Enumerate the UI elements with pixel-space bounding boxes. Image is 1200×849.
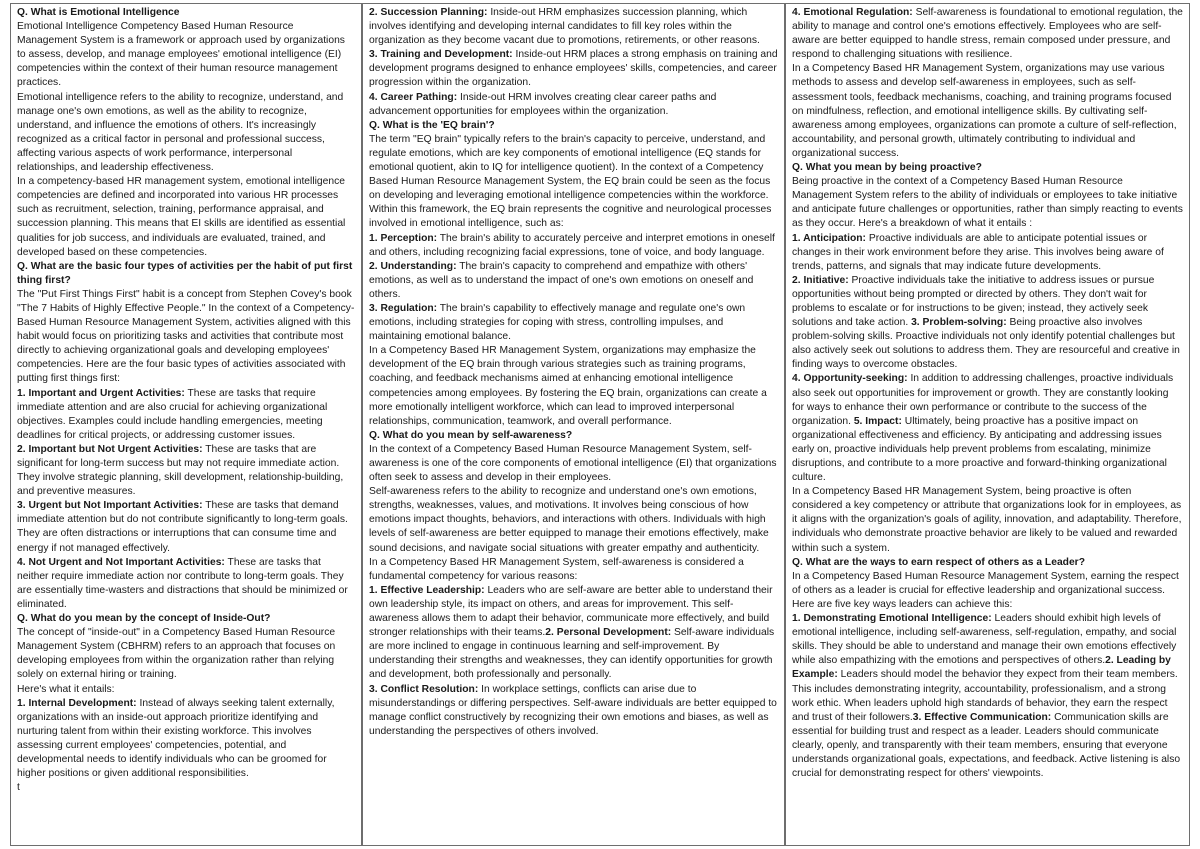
point-label: 2. Personal Development: — [545, 627, 672, 639]
point-text: Self-awareness is foundational to emotional regulation, the ability to manage and control one's emotions effectively. Employees who are self-aware are better equipped to handle stress, remain composed under pressure, and respond to challenging situations with resilience. — [792, 7, 1183, 61]
point-label: 2. Leading by Example: — [792, 655, 1171, 681]
point-text: These are tasks that demand immediate attention but do not contribute significantly to long-term goals. They are often distractions or interruptions that can consume time and energy if not managed effectively. — [17, 500, 348, 554]
body-paragraph — [369, 91, 778, 119]
question-heading: Q. What do you mean by the concept of Inside-Out? — [17, 613, 271, 625]
point-text: t — [17, 782, 20, 794]
point-text: In a competency-based HR management system, emotional intelligence competencies are defined and incorporated into various HR processes such as recruitment, selection, training, performance appraisal, and succession planning. This means that EI skills are identified as essential qualities for job success, and individuals are evaluated, trained, and developed based on these competencies. — [17, 176, 346, 258]
point-text: Leaders should model the behavior they expect from their team members. This includes demonstrating integrity, accountability, professionalism, and a strong work ethic. When leaders uphold high standards of behavior, they earn the respect and trust of their followers. — [792, 669, 1178, 723]
point-label: 1. Demonstrating Emotional Intelligence: — [792, 613, 992, 625]
point-text: In the context of a Competency Based Human Resource Management System, self-awareness is one of the core components of emotional intelligence (EI) that organizations often seek to assess and develop in their employees. — [369, 443, 777, 484]
point-label: 4. Career Pathing: — [369, 91, 458, 103]
body-paragraph — [369, 203, 778, 231]
body-paragraph — [369, 232, 778, 260]
point-label: 3. Problem-solving: — [911, 317, 1007, 329]
point-label: 4. Emotional Regulation: — [792, 7, 913, 18]
text-column-3 — [785, 3, 1190, 846]
question-heading: Q. What is Emotional Intelligence — [17, 7, 180, 18]
body-paragraph — [369, 48, 778, 90]
point-text: Here's what it entails: — [17, 683, 115, 695]
point-label: 3. Training and Development: — [369, 49, 513, 61]
point-text: Being proactive also involves problem-solving skills. Proactive individuals not only identify potential challenges but also actively seek out solutions to address them. They are resourceful and creative in finding ways to overcome obstacles. — [792, 317, 1180, 371]
body-paragraph — [369, 443, 778, 485]
body-paragraph — [369, 302, 778, 344]
point-text: The brain's ability to accurately perceive and interpret emotions in oneself and others, including recognizing facial expressions, tone of voice, and body language. — [369, 232, 775, 258]
body-paragraph — [369, 344, 778, 429]
point-text: Emotional intelligence refers to the ability to recognize, understand, and manage one's own emotions, as well as the ability to recognize, understand, and influence the emotions of others. It's increasingly recognized as a critical factor in personal and professional success, affecting various aspects of work performance, interpersonal relationships, and leadership effectiveness. — [17, 91, 344, 174]
body-paragraph — [369, 133, 778, 203]
body-paragraph — [17, 387, 355, 443]
point-label: 1. Perception: — [369, 232, 438, 244]
point-text: Self-awareness refers to the ability to recognize and understand one's own emotions, strengths, weaknesses, values, and motivations. It involves being conscious of how emotions impact thoughts, behaviors, and interactions with others. Individuals with high levels of self-awareness are better equipped to manage their emotions effectively, make sound decisions, and navigate social situations with greater empathy and authenticity. — [369, 486, 769, 554]
point-label: 2. Initiative: — [792, 274, 849, 286]
body-paragraph — [792, 612, 1183, 781]
point-label: 3. Regulation: — [369, 302, 438, 314]
point-text: The brain's capability to effectively manage and regulate one's own emotions, including strategies for coping with stress, controlling impulses, and maintaining emotional balance. — [369, 302, 746, 343]
body-paragraph — [369, 584, 778, 683]
body-paragraph — [792, 232, 1183, 274]
body-paragraph — [17, 781, 355, 795]
point-text: In a Competency Based Human Resource Management System, earning the respect of others as a leader is crucial for effective leadership and organizational success. Here are five key ways leaders can achieve this: — [792, 570, 1179, 610]
point-label: 1. Important and Urgent Activities: — [17, 387, 185, 399]
body-paragraph — [792, 485, 1183, 555]
body-paragraph — [369, 683, 778, 739]
point-text: Self-aware individuals are more inclined to engage in continuous learning and self-improvement. By understanding their strengths and weaknesses, they can identify opportunities for growth and development, both professionally and personally. — [369, 627, 775, 681]
point-text: Within this framework, the EQ brain represents the cognitive and neurological processes involved in emotional intelligence, such as: — [369, 204, 772, 230]
point-text: These are tasks that are significant for long-term success but may not require immediate action. They involve strategic planning, skill development, relationship-building, and preventive measures. — [17, 443, 344, 498]
point-label: 1. Internal Development: — [17, 697, 137, 709]
body-paragraph — [17, 20, 355, 90]
point-text: The concept of "inside-out" in a Competency Based Human Resource Management System (CBHRM) refers to an approach that focuses on developing employees from within the organization rather than relying solely on external hiring or training. — [17, 627, 336, 681]
point-text: In a Competency Based HR Management System, being proactive is often considered a key competency or attribute that organizations look for in employees, as it aligns with the organization's goals of agility, innovation, and adaptability. Therefore, individuals who demonstrate proactive behavior are likely to be valued and rewarded within such a system. — [792, 486, 1182, 554]
point-text: These are tasks that neither require immediate action nor contribute to long-term goals. They are essentially time-wasters and distractions that should be minimized or eliminated. — [17, 556, 348, 610]
body-paragraph — [17, 91, 355, 176]
point-label: 2. Succession Planning: — [369, 7, 488, 18]
point-label: 4. Opportunity-seeking: — [792, 373, 908, 385]
point-text: Inside-out HRM involves creating clear career paths and advancement opportunities for employees within the organization. — [369, 91, 717, 117]
point-label: 1. Anticipation: — [792, 232, 866, 244]
point-text: Communication skills are essential for building trust and respect as a leader. Leaders should communicate clearly, openly, and transparently with their team members, ensuring that everyone understands organizational goals, expectations, and feedback. Active listening is also crucial for demonstrating respect for others' viewpoints. — [792, 711, 1181, 780]
body-paragraph — [369, 6, 778, 48]
point-text: Emotional Intelligence Competency Based Human Resource Management System is a framework or approach used by organizations to assess, develop, and manage employees' emotional intelligence (EI) competencies within the context of their human resource management practices. — [17, 21, 345, 89]
point-label: 1. Effective Leadership: — [369, 584, 485, 596]
point-text: The term "EQ brain" typically refers to the brain's capacity to perceive, understand, and regulate emotions, which are key components of emotional intelligence (EQ stands for emotional quotient, akin to IQ for intelligence quotient). In the context of a Competency Based Human Resource Management System, the EQ brain could be seen as the focus on developing and leveraging emotional intelligence competencies within the workforce. — [369, 133, 771, 202]
question-heading: Q. What do you mean by self-awareness? — [369, 429, 573, 441]
text-column-2 — [362, 3, 785, 846]
question-heading: Q. What are the basic four types of activities per the habit of put first thing first? — [17, 260, 353, 286]
body-paragraph — [792, 372, 1183, 485]
point-text: Being proactive in the context of a Competency Based Human Resource Management System refers to the ability of individuals or employees to take initiative and anticipate future challenges or opportunities, rather than simply reacting to events as they occur. Here's a breakdown of what it entails : — [792, 176, 1183, 230]
point-text: Proactive individuals take the initiative to address issues or pursue opportunities without being prompted or directed by others. They don't wait for problems to escalate or for instructions to be given; instead, they actively seek solutions and take action. — [792, 274, 1155, 329]
body-paragraph — [17, 443, 355, 499]
point-text: Leaders who are self-aware are better able to understand their own leadership style, its impact on others, and areas for improvement. This self-awareness allows them to adapt their behavior, communicate more effectively, and build stronger relationships with their teams. — [369, 584, 773, 639]
question-heading: Q. What are the ways to earn respect of others as a Leader? — [792, 556, 1085, 568]
point-label: 4. Not Urgent and Not Important Activities: — [17, 556, 225, 568]
point-label: 5. Impact: — [853, 415, 902, 427]
point-text: Inside-out HRM emphasizes succession planning, which involves identifying and developing internal candidates to fill key roles within the organization as they become vacant due to promotions, retirements, or other reasons. — [369, 7, 760, 47]
body-paragraph — [17, 626, 355, 682]
question-heading: Q. What you mean by being proactive? — [792, 162, 982, 174]
point-text: In a Competency Based HR Management System, self-awareness is considered a fundamental competency for various reasons: — [369, 556, 744, 582]
point-label: 3. Conflict Resolution: — [369, 683, 479, 695]
question-heading: Q. What is the 'EQ brain'? — [369, 119, 495, 131]
body-paragraph — [369, 556, 778, 584]
point-label: 3. Urgent but Not Important Activities: — [17, 500, 203, 512]
point-label: 2. Important but Not Urgent Activities: — [17, 443, 203, 455]
point-text: Proactive individuals are able to anticipate potential issues or changes in their work environment before they arise. This involves being aware of trends, patterns, and signals that may indicate future developments. — [792, 232, 1164, 272]
point-label: 2. Understanding: — [369, 260, 457, 272]
point-text: These are tasks that require immediate attention and are also crucial for achieving organizational objectives. Examples could include handling emergencies, meeting deadlines for critical projects, or addressing customer issues. — [17, 387, 328, 441]
body-paragraph — [17, 683, 355, 697]
point-text: Ultimately, being proactive has a positive impact on organizational effectiveness and efficiency. By anticipating and addressing issues early on, proactive individuals help prevent problems from escalating, minimize disruptions, and contribute to a more proactive and forward-thinking organizational culture. — [792, 415, 1167, 484]
point-text: The "Put First Things First" habit is a concept from Stephen Covey's book "The 7 Habits of Highly Effective People." In the context of a Competency-Based Human Resource Management System, activities aligned with this habit would focus on prioritizing tasks and activities that contribute most directly to achieving organizational goals and developing employees' competencies. Here are the four basic types of activities associated with putting first things first: — [17, 288, 355, 385]
body-paragraph — [17, 556, 355, 612]
body-paragraph — [17, 288, 355, 387]
body-paragraph — [792, 274, 1183, 373]
body-paragraph — [369, 485, 778, 555]
point-text: Leaders should exhibit high levels of emotional intelligence, including self-awareness, self-regulation, empathy, and social skills. They should be able to understand and manage their own emotions effectively while also empathizing with the emotions and perspectives of others. — [792, 613, 1177, 667]
point-text: In a Competency Based HR Management System, organizations may use various methods to assess and develop self-awareness in employees, such as self-assessment tools, feedback mechanisms, coaching, and training programs focused on mindfulness, reflection, and emotional intelligence skills. By cultivating self-awareness among employees, organizations can promote a culture of self-reflection, accountability, and personal growth, ultimately contributing to individual and organizational success. — [792, 63, 1177, 159]
body-paragraph — [17, 175, 355, 260]
body-paragraph — [17, 499, 355, 555]
point-text: Instead of always seeking talent externally, organizations with an inside-out approach prioritize identifying and nurturing talent from within their existing workforce. This involves assessing current employees' competencies, potential, and developmental needs to identify individuals who can be groomed for higher positions or given additional responsibilities. — [17, 697, 335, 780]
body-paragraph — [792, 570, 1183, 612]
body-paragraph — [792, 62, 1183, 161]
body-paragraph — [17, 697, 355, 782]
body-paragraph — [792, 175, 1183, 231]
point-label: 3. Effective Communication: — [912, 711, 1052, 723]
point-text: In addition to addressing challenges, proactive individuals also seek out opportunities for improvement or growth. They are constantly looking for ways to enhance their own performance or contribute to the success of the organization. — [792, 373, 1174, 427]
point-text: In a Competency Based HR Management System, organizations may emphasize the development of the EQ brain through various strategies such as training programs, coaching, and feedback mechanisms aimed at enhancing emotional intelligence competencies among employees. By fostering the EQ brain, organizations can create a more emotionally intelligent workforce, which can lead to improved interpersonal relationships, communication, teamwork, and overall performance. — [369, 345, 767, 427]
point-text: Inside-out HRM places a strong emphasis on training and development programs designed to enhance employees' skills, competencies, and career progression within the organization. — [369, 49, 778, 89]
body-paragraph — [369, 260, 778, 302]
point-text: The brain's capacity to comprehend and empathize with others' emotions, as well as to understand the impact of one's own emotions on oneself and others. — [369, 260, 754, 300]
point-text: In workplace settings, conflicts can arise due to misunderstandings or differing perspectives. Self-aware individuals are better equipped to manage conflict constructively by recognizing their own emotions and biases, as well as understanding the perspectives of others involved. — [369, 683, 777, 737]
text-column-1 — [10, 3, 362, 846]
body-paragraph — [792, 6, 1183, 62]
